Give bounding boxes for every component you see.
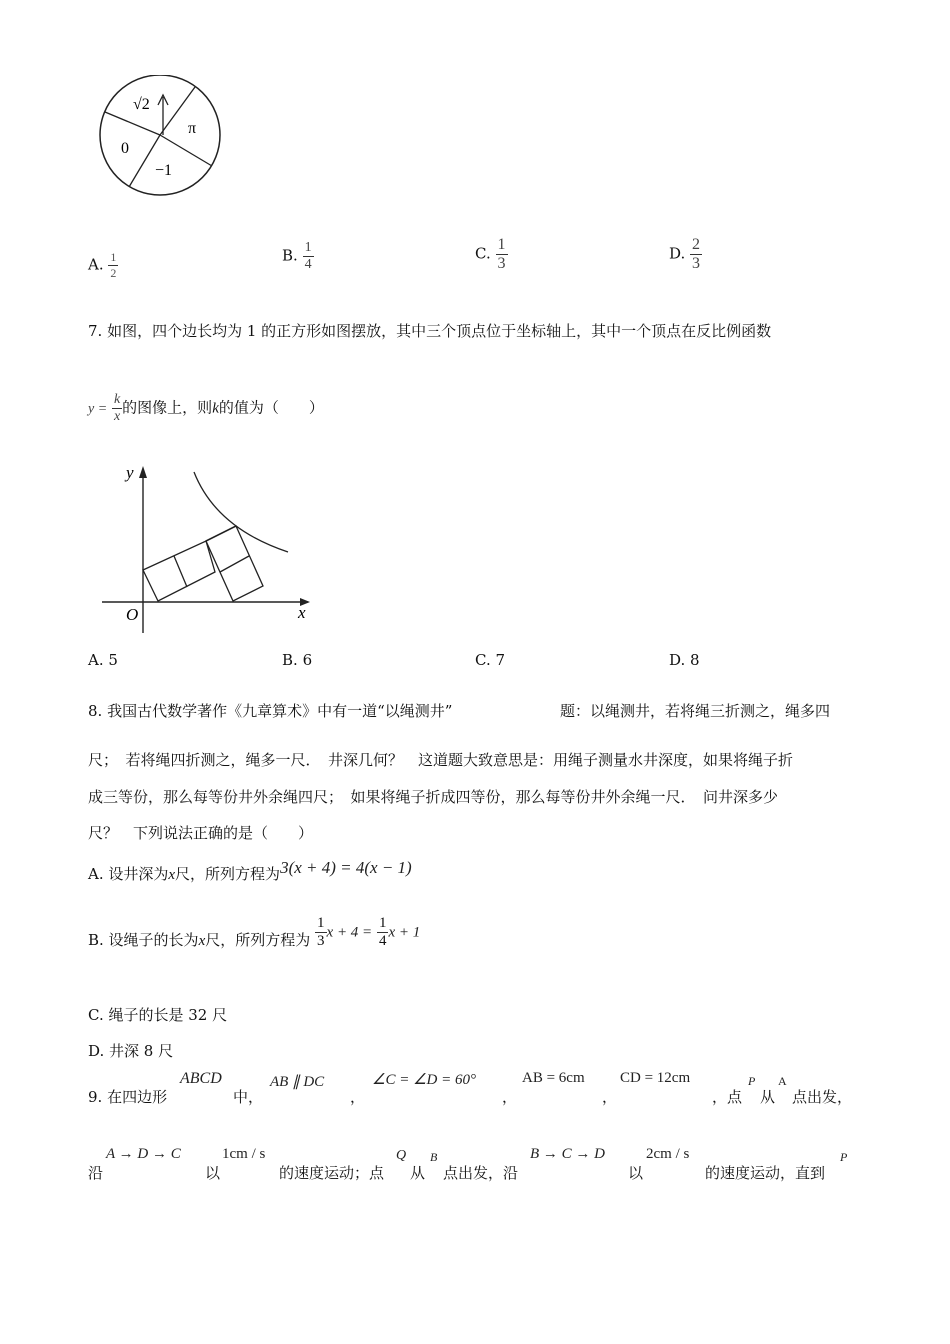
- q9-chufa: 点出发，: [792, 1088, 853, 1106]
- spinner-label-pi: π: [188, 120, 197, 137]
- square-edge: [206, 526, 236, 541]
- q9-comma: ，: [502, 1088, 518, 1106]
- fraction: $\frac{1}{4}$: [304, 240, 312, 272]
- q9-cd: CD = 12cm: [620, 1070, 691, 1086]
- q9-a: A: [778, 1074, 787, 1088]
- option-a-equation: 3(x + 4) = 4(x − 1): [280, 858, 412, 877]
- fraction: $\frac{1}{2}$: [110, 250, 117, 280]
- q9-quad: ABCD: [180, 1070, 222, 1087]
- q7-coordinate-figure: [98, 458, 318, 638]
- q9-yi2: 以: [628, 1164, 644, 1182]
- q7-option-b[interactable]: B. 6: [282, 651, 313, 669]
- square-edge: [174, 556, 187, 587]
- q9-sudu2: 的速度运动，直到: [705, 1164, 826, 1182]
- y-axis-label: y: [126, 463, 134, 482]
- q9-parallel: AB ∥ DC: [270, 1074, 325, 1090]
- q9-yan: 沿: [88, 1164, 104, 1182]
- fraction: $\frac{1}{3}$: [497, 236, 506, 272]
- q7-option-c[interactable]: C. 7: [475, 651, 506, 669]
- spinner-label-neg1: −1: [155, 162, 173, 179]
- q6-option-d[interactable]: D. $\frac{2}{3}$: [669, 236, 701, 272]
- q7-option-a[interactable]: A. 5: [88, 651, 118, 669]
- q8-option-a[interactable]: A. 设井深为x尺，所列方程为3(x + 4) = 4(x − 1): [88, 858, 412, 883]
- spinner-divider: [105, 112, 160, 135]
- q7-stem-line1: 7. 如图，四个边长均为 1 的正方形如图摆放，其中三个顶点位于坐标轴上，其中一个顶点在反比例函数: [88, 322, 772, 340]
- q8-stem-line1a: 8. 我国古代数学著作《九章算术》中有一道“以绳测井”: [88, 702, 453, 720]
- q9-b: B: [430, 1150, 438, 1164]
- squares-group: [143, 526, 263, 601]
- q9-comma: ，: [602, 1088, 618, 1106]
- q6-option-b[interactable]: B. $\frac{1}{4}$: [282, 240, 312, 272]
- q8-option-c[interactable]: C. 绳子的长是 32 尺: [88, 1006, 228, 1024]
- formula-fraction: $\frac{k}{x}$: [113, 392, 121, 424]
- q9-angles: ∠C = ∠D = 60°: [372, 1072, 476, 1088]
- q9-speed2: 2cm / s: [646, 1146, 690, 1162]
- q7-stem-line2: y = $\frac{k}{x}$ 的图像上，则k的值为（ ）: [88, 392, 324, 424]
- q9-cong: 从: [760, 1088, 776, 1106]
- q8-stem-line2: 尺； 若将绳四折测之，绳多一尺． 井深几何？ 这道题大致意思是：用绳子测量水井深度，如果将绳子折: [88, 751, 794, 769]
- q9-path1: A → D → C: [106, 1146, 181, 1162]
- q9-q: Q: [396, 1148, 407, 1163]
- y-arrow-icon: [139, 466, 147, 478]
- q9-speed1: 1cm / s: [222, 1146, 266, 1162]
- q9-comma: ，: [350, 1088, 366, 1106]
- fraction: $\frac{1}{4}$: [378, 915, 387, 949]
- spinner-figure: [95, 75, 235, 205]
- q6-option-a[interactable]: A. $\frac{1}{2}$: [88, 250, 117, 280]
- q9-p2: P: [840, 1150, 848, 1164]
- fraction: $\frac{1}{3}$: [317, 915, 325, 949]
- spinner-label-zero: 0: [121, 140, 129, 157]
- q9-chufa2: 点出发，沿: [443, 1164, 519, 1182]
- q9-zhong: 中，: [233, 1088, 264, 1106]
- q9-p: P: [748, 1074, 756, 1088]
- q8-stem-line1b: 题：以绳测井，若将绳三折测之，绳多四: [560, 702, 831, 720]
- q9-dian: ，点: [712, 1088, 743, 1106]
- q9-ab: AB = 6cm: [522, 1070, 585, 1086]
- q8-stem-line3: 成三等份，那么每等份井外余绳四尺； 如果将绳子折成四等份，那么每等份井外余绳一尺． 问井深多少: [88, 788, 779, 806]
- q8-stem-line4: 尺？ 下列说法正确的是（ ）: [88, 824, 314, 842]
- q7-option-d[interactable]: D. 8: [669, 651, 700, 669]
- fraction: $\frac{2}{3}$: [692, 236, 701, 272]
- square: [143, 541, 215, 601]
- q9-path2: B → C → D: [530, 1146, 605, 1162]
- q9-cong2: 从: [410, 1164, 426, 1182]
- spinner-divider: [129, 135, 160, 187]
- q8-option-b[interactable]: B. 设绳子的长为x尺，所列方程为 $\frac{1}{3}$ x + 4 = $\frac{1}{4}$ x + 1: [88, 915, 421, 949]
- q8-option-d[interactable]: D. 井深 8 尺: [88, 1042, 174, 1060]
- q6-option-c[interactable]: C. $\frac{1}{3}$: [475, 236, 506, 272]
- square-edge: [220, 556, 249, 572]
- q9-yi: 以: [205, 1164, 221, 1182]
- q9-sudu1: 的速度运动；点: [279, 1164, 385, 1182]
- origin-label: O: [126, 605, 139, 624]
- spinner-label-sqrt2: √2: [133, 96, 150, 113]
- x-axis-label: x: [298, 603, 306, 622]
- q9-prefix: 9. 在四边形: [88, 1088, 168, 1106]
